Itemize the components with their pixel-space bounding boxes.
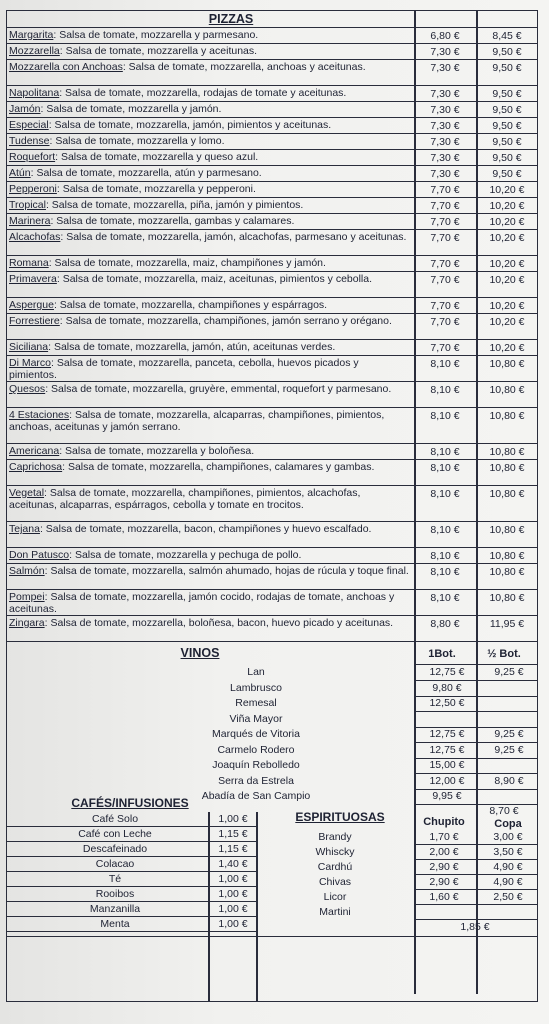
spirit-name: Brandy	[318, 830, 352, 843]
spirit-name: Martini	[319, 905, 351, 918]
pizza-row	[6, 166, 538, 182]
pizza-description	[9, 357, 409, 381]
pizza-price-small: 7,70 €	[430, 184, 460, 196]
pizza-name: Jamón	[9, 103, 41, 115]
cafe-row-line	[6, 871, 256, 872]
spirit-price-chupito: 2,00 €	[429, 845, 459, 858]
pizza-price-small: 7,30 €	[430, 152, 460, 164]
pizza-name: Tejana	[9, 523, 40, 535]
wine-extra-price: 8,70 €	[489, 804, 519, 817]
pizza-name: Margarita	[9, 29, 54, 41]
pizza-row	[6, 118, 538, 134]
pizza-price-large: 9,50 €	[492, 62, 522, 74]
pizza-price-small: 8,10 €	[430, 410, 460, 422]
pizza-description	[9, 523, 409, 535]
pizza-price-small: 8,10 €	[430, 446, 460, 458]
pizza-description	[9, 29, 409, 41]
pizza-name: Roquefort	[9, 151, 56, 163]
pizza-price-large: 8,45 €	[492, 30, 522, 42]
wine-price-bottle: 9,80 €	[432, 681, 462, 694]
vinos-col-half: ½ Bot.	[487, 648, 521, 660]
pizza-price-large: 9,50 €	[492, 152, 522, 164]
bottom-line	[6, 936, 538, 937]
pizza-price-small: 8,10 €	[430, 566, 460, 578]
pizza-row	[6, 340, 538, 356]
wine-price-bottle: 12,75 €	[429, 728, 465, 740]
spirit-price-chupito: 2,90 €	[429, 860, 459, 873]
vinos-col-bottle: 1Bot.	[428, 648, 456, 660]
spirit-name: Licor	[323, 890, 347, 903]
cafe-row-line	[6, 901, 256, 902]
cafe-name: Café con Leche	[78, 827, 152, 840]
wine-name: Marqués de Vitoria	[212, 728, 300, 740]
pizza-price-large: 10,20 €	[489, 200, 525, 212]
pizza-name: Americana	[9, 445, 60, 457]
pizza-ingredients: : Salsa de tomate, mozzarella y pepperoni.	[56, 183, 256, 195]
pizza-price-large: 10,20 €	[489, 274, 525, 286]
pizza-price-large: 9,50 €	[492, 104, 522, 116]
cafe-row-line	[6, 931, 256, 932]
wine-row	[6, 759, 538, 773]
wine-row	[6, 744, 538, 758]
cafe-price: 1,00 €	[218, 872, 248, 885]
pizza-description	[9, 341, 409, 353]
espirituosas-header: ESPIRITUOSAS	[295, 809, 385, 824]
pizza-price-small: 7,30 €	[430, 46, 460, 58]
spirit-price-copa: 4,90 €	[493, 875, 523, 888]
pizza-price-small: 7,70 €	[430, 216, 460, 228]
wine-row	[6, 697, 538, 711]
pizza-row	[6, 298, 538, 314]
pizza-description	[9, 315, 409, 327]
pizza-description	[9, 87, 409, 99]
pizza-price-large: 9,50 €	[492, 168, 522, 180]
cafe-price: 1,00 €	[218, 917, 248, 930]
pizza-ingredients: : Salsa de tomate, mozzarella, champiñones y espárragos.	[53, 299, 328, 311]
pizza-ingredients: : Salsa de tomate, mozzarella, jamón, alcachofas, parmesano y aceitunas.	[60, 231, 407, 243]
wine-price-half: 9,25 €	[494, 728, 524, 740]
pizza-row	[6, 444, 538, 460]
pizza-ingredients: : Salsa de tomate, mozzarella, champiñones, jamón serrano y orégano.	[59, 315, 392, 327]
pizza-description	[9, 617, 409, 629]
pizza-price-large: 9,50 €	[492, 88, 522, 100]
pizza-ingredients: : Salsa de tomate, mozzarella y lomo.	[49, 135, 225, 147]
wine-name: Abadía de San Campio	[201, 790, 311, 802]
wine-price-bottle: 12,00 €	[429, 774, 465, 787]
pizza-price-small: 8,10 €	[430, 524, 460, 536]
cafe-row-line	[6, 916, 256, 917]
pizza-name: Alcachofas	[9, 231, 61, 243]
pizza-description	[9, 231, 409, 243]
wine-price-half: 9,25 €	[494, 743, 524, 756]
spirit-row-line	[414, 889, 538, 890]
pizza-name: Primavera	[9, 273, 57, 285]
pizza-price-small: 8,80 €	[430, 618, 460, 630]
spirit-price-copa: 3,50 €	[493, 845, 523, 858]
cafe-row-line	[6, 826, 256, 827]
pizza-row	[6, 382, 538, 408]
pizza-price-small: 8,10 €	[430, 462, 460, 474]
pizza-ingredients: : Salsa de tomate, mozzarella, boloñesa, bacon, huevo picado y aceitunas.	[44, 617, 394, 629]
pizza-row	[6, 44, 538, 60]
cafe-name: Colacao	[95, 857, 135, 870]
pizza-description	[9, 167, 409, 179]
spirit-price-chupito: 1,60 €	[429, 890, 459, 903]
pizza-name: Forrestiere	[9, 315, 60, 327]
vinos-header: VINOS	[180, 646, 220, 660]
wine-row	[6, 682, 538, 696]
pizza-description	[9, 183, 409, 195]
cafe-name: Café Solo	[91, 812, 139, 825]
wine-name: Carmelo Rodero	[217, 743, 295, 756]
pizza-ingredients: : Salsa de tomate, mozzarella, jamón, atún, aceitunas verdes.	[48, 341, 336, 353]
pizza-price-small: 7,70 €	[430, 232, 460, 244]
pizza-price-large: 10,80 €	[489, 410, 525, 422]
pizza-ingredients: : Salsa de tomate, mozzarella, champiñones, pimientos, alcachofas, aceitunas, alcaparras, espárragos, cebolla y tomate en trocitos.	[9, 487, 361, 511]
cafe-name: Rooibos	[95, 887, 135, 900]
pizza-description	[9, 119, 409, 131]
pizza-ingredients: : Salsa de tomate, mozzarella, gambas y calamares.	[50, 215, 295, 227]
pizza-row	[6, 460, 538, 486]
martini-price: 1,85 €	[460, 920, 490, 933]
pizza-price-large: 10,80 €	[489, 358, 525, 370]
pizza-row	[6, 182, 538, 198]
pizza-row	[6, 150, 538, 166]
pizza-row	[6, 230, 538, 256]
cafe-price: 1,40 €	[218, 857, 248, 870]
pizza-price-large: 10,20 €	[489, 258, 525, 270]
pizzas-header: PIZZAS	[208, 12, 254, 26]
pizza-price-large: 10,80 €	[489, 592, 525, 604]
pizza-ingredients: : Salsa de tomate, mozzarella, maiz, aceitunas, pimientos y cebolla.	[56, 273, 373, 285]
pizza-price-small: 7,30 €	[430, 168, 460, 180]
pizza-ingredients: : Salsa de tomate, mozzarella y aceitunas.	[59, 45, 258, 57]
pizza-price-small: 7,70 €	[430, 300, 460, 312]
pizza-description	[9, 199, 409, 211]
cafe-name: Manzanilla	[89, 902, 141, 915]
spirit-name: Cardhú	[317, 860, 353, 873]
pizza-name: Don Patusco	[9, 549, 70, 561]
pizza-price-small: 7,70 €	[430, 200, 460, 212]
pizza-description	[9, 103, 409, 115]
pizza-description	[9, 549, 409, 561]
wine-price-bottle: 12,75 €	[429, 743, 465, 756]
pizza-row	[6, 256, 538, 272]
pizza-description	[9, 257, 409, 269]
pizza-row	[6, 548, 538, 564]
wine-name: Serra da Estrela	[218, 774, 294, 787]
wine-price-half: 9,25 €	[494, 666, 524, 678]
pizza-row	[6, 356, 538, 382]
pizza-price-small: 8,10 €	[430, 592, 460, 604]
spirit-price-chupito: 2,90 €	[429, 875, 459, 888]
pizza-price-large: 10,80 €	[489, 488, 525, 500]
spirit-name: Chivas	[318, 875, 352, 888]
pizza-price-large: 10,20 €	[489, 232, 525, 244]
cafe-price: 1,00 €	[218, 812, 248, 825]
pizza-row	[6, 102, 538, 118]
cafe-price: 1,00 €	[218, 887, 248, 900]
pizza-price-small: 7,30 €	[430, 136, 460, 148]
pizza-description	[9, 215, 409, 227]
pizza-row	[6, 86, 538, 102]
pizza-price-large: 10,80 €	[489, 524, 525, 536]
pizza-description	[9, 591, 409, 615]
cafes-header: CAFÉS/INFUSIONES	[71, 795, 189, 810]
pizza-description	[9, 487, 409, 511]
pizza-row	[6, 522, 538, 548]
pizza-price-small: 7,70 €	[430, 316, 460, 328]
pizza-row	[6, 616, 538, 642]
pizza-name: Di Marco	[9, 357, 52, 369]
pizza-description	[9, 565, 409, 577]
pizza-ingredients: : Salsa de tomate, mozzarella, jamón cocido, rodajas de tomate, anchoas y aceitunas.	[9, 591, 395, 615]
pizza-name: Tropical	[9, 199, 46, 211]
wine-name: Remesal	[235, 697, 277, 709]
pizza-description	[9, 299, 409, 311]
pizza-name: Especial	[9, 119, 49, 131]
pizza-name: Caprichosa	[9, 461, 63, 473]
pizza-ingredients: : Salsa de tomate, mozzarella, jamón, pimientos y aceitunas.	[48, 119, 332, 131]
wine-price-bottle: 15,00 €	[429, 759, 465, 771]
pizza-row	[6, 272, 538, 298]
pizza-price-small: 8,10 €	[430, 384, 460, 396]
pizza-price-large: 10,80 €	[489, 446, 525, 458]
pizza-ingredients: : Salsa de tomate, mozzarella, champiñones, calamares y gambas.	[62, 461, 375, 473]
spirit-name: Whiscky	[315, 845, 355, 858]
pizza-name: Salmón	[9, 565, 45, 577]
cafe-price: 1,15 €	[218, 827, 248, 840]
pizza-ingredients: : Salsa de tomate, mozzarella y queso azul.	[55, 151, 259, 163]
pizza-ingredients: : Salsa de tomate, mozzarella, anchoas y aceitunas.	[122, 61, 366, 73]
pizza-name: Pepperoni	[9, 183, 57, 195]
pizza-ingredients: : Salsa de tomate, mozzarella y parmesano.	[53, 29, 259, 41]
wine-row	[6, 775, 538, 789]
pizza-price-large: 9,50 €	[492, 136, 522, 148]
pizza-ingredients: : Salsa de tomate, mozzarella, alcaparras, champiñones, pimientos, anchoas, aceitunas y jamón serrano.	[9, 409, 385, 433]
pizza-row	[6, 214, 538, 230]
pizza-price-large: 11,95 €	[489, 618, 525, 630]
pizza-description	[9, 273, 409, 285]
pizzas-header-row	[6, 10, 538, 28]
cafe-row-line	[6, 856, 256, 857]
wine-price-bottle: 12,75 €	[429, 666, 465, 678]
pizza-name: Mozzarella con Anchoas	[9, 61, 123, 73]
spirit-row-line	[414, 919, 538, 920]
pizza-price-small: 7,30 €	[430, 104, 460, 116]
spirit-price-copa: 2,50 €	[493, 890, 523, 903]
pizza-ingredients: : Salsa de tomate, mozzarella, maiz, champiñones y jamón.	[48, 257, 326, 269]
pizza-price-large: 10,20 €	[489, 316, 525, 328]
pizza-ingredients: : Salsa de tomate, mozzarella, atún y parmesano.	[30, 167, 262, 179]
pizza-name: Siciliana	[9, 341, 49, 353]
cafe-price: 1,15 €	[218, 842, 248, 855]
spirit-row-line	[414, 844, 538, 845]
pizza-ingredients: : Salsa de tomate, mozzarella, bacon, champiñones y huevo escalfado.	[39, 523, 372, 535]
pizza-ingredients: : Salsa de tomate, mozzarella, panceta, cebolla, huevos picados y pimientos.	[9, 357, 359, 381]
wine-row	[6, 666, 538, 680]
pizza-price-small: 8,10 €	[430, 550, 460, 562]
pizza-ingredients: : Salsa de tomate, mozzarella y boloñesa.	[59, 445, 255, 457]
espirituosas-col-chupito: Chupito	[423, 815, 465, 828]
pizza-price-large: 10,20 €	[489, 300, 525, 312]
pizza-name: Napolitana	[9, 87, 60, 99]
wine-name: Joaquín Rebolledo	[212, 759, 300, 771]
pizza-price-large: 10,80 €	[489, 550, 525, 562]
spirit-price-copa: 4,90 €	[493, 860, 523, 873]
pizza-price-small: 8,10 €	[430, 358, 460, 370]
pizza-name: Quesos	[9, 383, 46, 395]
wine-price-half: 8,90 €	[494, 774, 524, 787]
pizza-price-small: 7,30 €	[430, 120, 460, 132]
pizza-row	[6, 28, 538, 44]
pizza-price-small: 7,30 €	[430, 62, 460, 74]
pizza-price-large: 9,50 €	[492, 120, 522, 132]
pizza-name: 4 Estaciones	[9, 409, 70, 421]
cafe-name: Descafeinado	[82, 842, 148, 855]
espirituosas-col-copa: Copa	[494, 817, 522, 830]
pizza-price-large: 9,50 €	[492, 46, 522, 58]
pizza-price-small: 7,70 €	[430, 258, 460, 270]
spirit-price-chupito: 1,70 €	[429, 830, 459, 843]
pizza-name: Marinera	[9, 215, 51, 227]
wine-name: Lan	[247, 666, 265, 678]
cafe-name: Menta	[100, 917, 130, 930]
pizza-price-large: 10,80 €	[489, 566, 525, 578]
pizza-price-large: 10,80 €	[489, 462, 525, 474]
pizza-description	[9, 409, 409, 433]
pizza-price-small: 7,70 €	[430, 342, 460, 354]
spirit-price-copa: 3,00 €	[493, 830, 523, 843]
pizza-description	[9, 135, 409, 147]
pizza-ingredients: : Salsa de tomate, mozzarella, gruyère, emmental, roquefort y parmesano.	[45, 383, 392, 395]
pizza-row	[6, 60, 538, 86]
vinos-divider	[414, 664, 538, 665]
pizza-price-large: 10,20 €	[489, 184, 525, 196]
pizza-row	[6, 134, 538, 150]
spirit-row-line	[414, 874, 538, 875]
cafe-row-line	[6, 841, 256, 842]
pizza-name: Vegetal	[9, 487, 45, 499]
cafe-price: 1,00 €	[218, 902, 248, 915]
pizza-description	[9, 383, 409, 395]
pizza-row	[6, 314, 538, 340]
wine-name: Lambrusco	[230, 681, 282, 694]
pizza-price-large: 10,80 €	[489, 384, 525, 396]
pizza-name: Aspergue	[9, 299, 54, 311]
pizza-row	[6, 590, 538, 616]
cafes-right-divider	[256, 812, 258, 1003]
pizza-price-small: 7,30 €	[430, 88, 460, 100]
pizza-description	[9, 151, 409, 163]
wine-row	[6, 728, 538, 742]
pizza-name: Tudense	[9, 135, 50, 147]
pizza-row	[6, 198, 538, 214]
pizza-name: Mozzarella	[9, 45, 60, 57]
pizza-name: Zingara	[9, 617, 45, 629]
pizza-price-small: 7,70 €	[430, 274, 460, 286]
wine-name: Viña Mayor	[229, 712, 283, 725]
wine-row	[6, 713, 538, 727]
pizza-description	[9, 461, 409, 473]
pizza-price-large: 10,20 €	[489, 342, 525, 354]
pizza-ingredients: : Salsa de tomate, mozzarella, rodajas de tomate y aceitunas.	[59, 87, 347, 99]
pizza-ingredients: : Salsa de tomate, mozzarella y pechuga de pollo.	[69, 549, 302, 561]
pizza-description	[9, 45, 409, 57]
wine-price-bottle: 12,50 €	[429, 697, 465, 709]
pizza-description	[9, 445, 409, 457]
pizza-price-small: 8,10 €	[430, 488, 460, 500]
pizza-price-large: 10,20 €	[489, 216, 525, 228]
pizza-row	[6, 408, 538, 444]
pizza-name: Pompei	[9, 591, 45, 603]
pizza-row	[6, 564, 538, 590]
pizza-name: Romana	[9, 257, 49, 269]
cafe-name: Té	[108, 872, 122, 885]
pizza-price-small: 6,80 €	[430, 30, 460, 42]
spirit-row-line	[414, 859, 538, 860]
pizza-name: Atún	[9, 167, 31, 179]
pizza-ingredients: : Salsa de tomate, mozzarella, piña, jamón y pimientos.	[45, 199, 304, 211]
pizza-ingredients: : Salsa de tomate, mozzarella y jamón.	[40, 103, 222, 115]
pizza-row	[6, 486, 538, 522]
cafe-row-line	[6, 886, 256, 887]
pizza-description	[9, 61, 409, 73]
spirit-row-line	[414, 904, 538, 905]
pizza-ingredients: : Salsa de tomate, mozzarella, salmón ahumado, hojas de rúcula y toque final.	[44, 565, 409, 577]
wine-price-bottle: 9,95 €	[432, 790, 462, 802]
